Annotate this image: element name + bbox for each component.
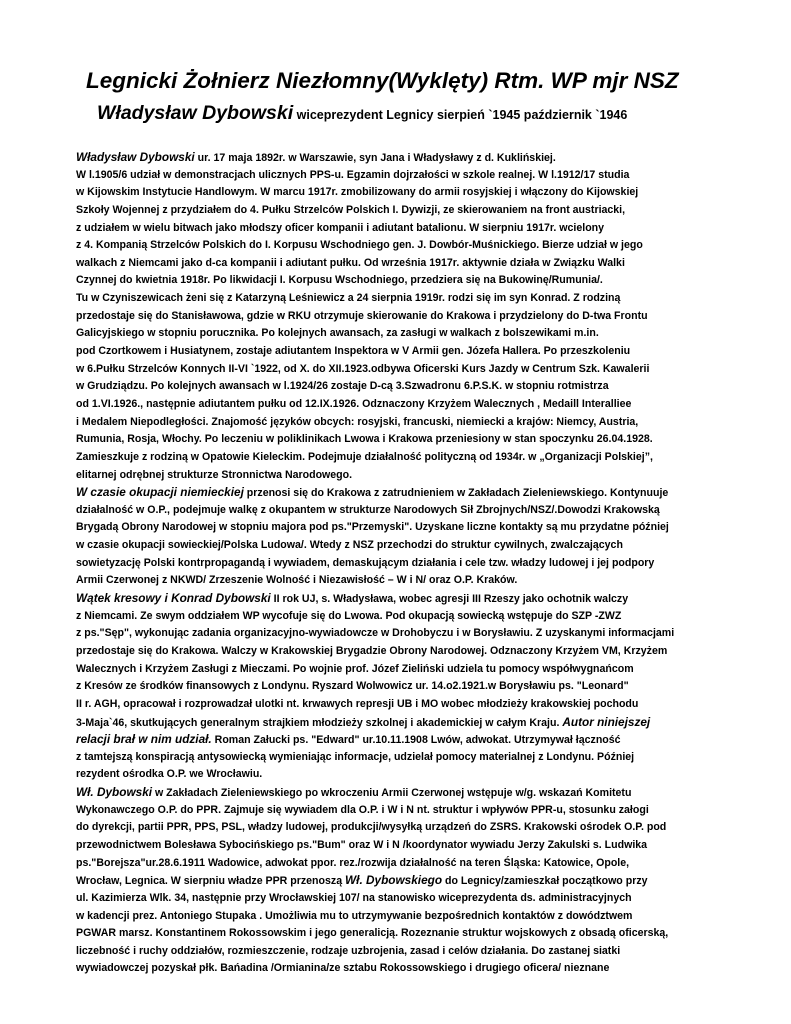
text-run: II r. AGH, opracował i rozprowadzał ulotki nt. krwawych represji UB i MO wobec młodzieży krakowskiej pochodu [76,697,639,710]
text-line [76,925,776,943]
text-line [76,272,776,290]
text-run: rezydent ośrodka O.P. we Wrocławiu. [76,768,263,781]
text-run: ul. Kazimierza Wlk. 34, następnie przy Wrocławskiej 107/ na stanowisko wiceprezydenta ds. administracyjnych [76,891,632,904]
text-run: walkach z Niemcami jako d-ca kompanii i adiutant pułku. Od września 1917r. aktywnie działa w Związku Walki [76,256,625,269]
text-run: Wykonawczego O.P. do PPR. Zajmuje się wywiadem dla O.P. i W i N nt. struktur i wpływów PPR-u, stosunku załogi [76,803,649,816]
text-run: z ps."Sęp", wykonując zadania organizacyjno-wywiadowcze w Drohobyczu i w Borysławiu. Z uzyskanymi informacjami [76,627,675,640]
text-line [76,290,776,308]
text-run: W l.1905/6 udział w demonstracjach ulicznych PPS-u. Egzamin dojrzałości w szkole realnej. W l.1912/17 studia [76,168,630,181]
text-run: Wrocław, Legnica. W sierpniu władze PPR przenoszą [76,875,346,888]
text-line [76,149,776,167]
document-subtitle [97,100,627,128]
text-run: działalność w O.P., podejmuje walkę z okupantem w strukturze Narodowych Sił Zbrojnych/NSZ/.Dowodzi Krakowską [76,503,660,516]
text-line [76,661,776,679]
text-run: z 4. Kompanią Strzelców Polskich do I. Korpusu Wschodniego gen. J. Dowbór-Muśnickiego. Bierze udział w jego [76,239,643,252]
text-run: do dyrekcji, partii PPR, PPS, PSL, władzy ludowej, produkcji/wysyłką urządzeń do ZSRS. Krakowski ośrodek O.P. pod [76,821,667,834]
document-body [76,149,776,978]
text-line [76,467,776,485]
text-run: Roman Załucki ps. "Edward" ur.10.11.1908 Lwów, adwokat. Utrzymywał łączność [211,734,621,747]
text-run: Rumunia, Rosja, Włochy. Po leczeniu w poliklinikach Lwowa i Krakowa przeniesiony w stan spoczynku 26.04.1928. [76,433,653,446]
text-run: w Zakładach Zieleniewskiego po wkroczeniu Armii Czerwonej wstępuje w/g. wskazań Komitetu [152,787,632,800]
text-run: w Grudziądzu. Po kolejnych awansach w l.1924/26 zostaje D-cą 3.Szwadronu 6.P.S.K. w stopniu rotmistrza [76,380,609,393]
text-run: przenosi się do Krakowa z zatrudnieniem w Zakładach Zieleniewskiego. Kontynuuje [243,487,669,500]
text-line [76,184,776,202]
text-run: II rok UJ, s. Władysława, wobec agresji III Rzeszy jako ochotnik walczy [270,593,629,606]
text-run: 3-Maja`46, skutkujących generalnym strajkiem młodzieży szkolnej i akademickiej w całym Kraju. [76,716,563,729]
text-line [76,837,776,855]
text-line [76,908,776,926]
document-title: Legnicki Żołnierz Niezłomny(Wyklęty) Rtm. WP mjr NSZ [86,68,679,93]
text-run: wywiadowczej pozyskał płk. Bańadina /Ormianina/ze sztabu Rokossowskiego i drugiego oficera/ nieznane [76,962,610,975]
text-run: i Medalem Niepodległości. Znajomość języków obcych: rosyjski, francuski, niemiecki a krajów: Niemcy, Austria, [76,415,639,428]
text-line [76,396,776,414]
text-run: Szkoły Wojennej z przydziałem do 4. Pułku Strzelców Polskich I. Dywizji, ze skierowaniem na front austriacki, [76,203,626,216]
text-run: liczebność i ruchy oddziałów, rozmieszczenie, rodzaje uzbrojenia, zasad i celów działania. Do zastanej siatki [76,944,621,957]
text-line [76,960,776,978]
emphasis-text: Wątek kresowy i Konrad Dybowski [76,591,271,606]
text-run: PGWAR marsz. Konstantinem Rokossowskim i jego generalicją. Rozeznanie struktur wojskowych z obsadą oficerską, [76,927,669,940]
text-run: z udziałem w wielu bitwach jako młodszy oficer kompanii i adiutant batalionu. W sierpniu 1917r. wcielony [76,221,605,234]
text-line [76,343,776,361]
text-line [76,167,776,185]
text-run: pod Czortkowem i Husiatynem, zostaje adiutantem Inspektora w V Armii gen. Józefa Hallera. Po przeszkoleniu [76,345,631,358]
text-run: z Kresów ze środków finansowych z Londynu. Ryszard Wolwowicz ur. 14.o2.1921.w Borysławiu ps. "Leonard" [76,680,629,693]
text-line [76,802,776,820]
text-line [76,872,776,890]
text-run: Walecznych i Krzyżem Zasługi z Mieczami. Po wojnie prof. Józef Zieliński udziela tu pomocy współwygnańcom [76,662,634,675]
text-run: elitarnej odrębnej strukturze Stronnictwa Narodowego. [76,468,353,481]
text-line [76,325,776,343]
text-line [76,890,776,908]
text-line [76,202,776,220]
text-line [76,731,776,749]
subtitle-role-dates: wiceprezydent Legnicy sierpień `1945 październik `1946 [293,108,628,122]
text-run: w czasie okupacji sowieckiej/Polska Ludowa/. Wtedy z NSZ przechodzi do struktur cywilnych, zwalczających [76,539,623,552]
text-line [76,414,776,432]
text-line [76,431,776,449]
text-line [76,502,776,520]
emphasis-text: Władysław Dybowski [76,150,195,164]
text-line [76,749,776,767]
text-run: z tamtejszą konspiracją antysowiecką wymieniając informacje, udzielał pomocy materialnej z Londynu. Później [76,750,635,763]
text-line [76,255,776,273]
text-line [76,766,776,784]
text-line [76,943,776,961]
text-line [76,378,776,396]
text-line [76,361,776,379]
text-run: Armii Czerwonej z NKWD/ Zrzeszenie Wolność i Niezawisłość – W i N/ oraz O.P. Kraków. [76,574,518,587]
text-line [76,220,776,238]
text-run: w Kijowskim Instytucie Handlowym. W marcu 1917r. zmobilizowany do armii rosyjskiej i włączony do Kijowskiej [76,186,639,199]
text-run: sowietyzację Polski kontrpropagandą i wywiadem, demaskującym działania i cele tzw. władzy ludowej i jej podpory [76,556,655,569]
text-run: do Legnicy/zamieszkał początkowo przy [442,875,648,888]
text-run: Tu w Czyniszewicach żeni się z Katarzyną Leśniewicz a 24 sierpnia 1919r. rodzi się im syn Konrad. Z rodziną [76,292,621,305]
emphasis-text: Wł. Dybowski [76,785,153,800]
text-line [76,678,776,696]
text-run: ps."Borejsza"ur.28.6.1911 Wadowice, adwokat ppor. rez./rozwija działalność na teren Śląska: Katowice, Opole, [76,856,630,869]
emphasis-text: Wł. Dybowskiego [345,873,443,888]
text-line [76,819,776,837]
text-line [76,484,776,502]
emphasis-text: Autor niniejszej [562,714,651,729]
text-line [76,555,776,573]
text-line [76,625,776,643]
text-line [76,449,776,467]
text-run: przewodnictwem Bolesława Sybocińskiego ps."Bum" oraz W i N /koordynator wywiadu Jerzy Zakulski s. Ludwika [76,838,648,851]
text-line [76,714,776,732]
emphasis-text: relacji brał w nim udział. [76,732,212,747]
text-run: przedostaje się do Stanisławowa, gdzie w RKU otrzymuje skierowanie do Krakowa i przydzielony do D-twa Frontu [76,309,648,322]
text-line [76,537,776,555]
text-run: Zamieszkuje z rodziną w Opatowie Kieleckim. Podejmuje działalność polityczną od 1934r. w „Organizacji Polskiej”, [76,450,653,463]
text-line [76,308,776,326]
text-line [76,572,776,590]
text-run: w 6.Pułku Strzelców Konnych II-VI `1922, od X. do XII.1923.odbywa Oficerski Kurs Jazdy w Centrum Szk. Kawalerii [76,362,650,375]
text-line [76,784,776,802]
text-run: od 1.VI.1926., następnie adiutantem pułku od 12.IX.1926. Odznaczony Krzyżem Walecznych , Medaill Interalliee [76,397,632,410]
text-run: przedostaje się do Krakowa. Walczy w Krakowskiej Brygadzie Obrony Narodowej. Odznaczony Krzyżem VM, Krzyżem [76,644,668,657]
text-line [76,237,776,255]
emphasis-text: W czasie okupacji niemieckiej [76,485,244,500]
text-line [76,608,776,626]
text-line [76,519,776,537]
text-run: Galicyjskiego w stopniu porucznika. Po kolejnych awansach, za zasługi w walkach z bolszewikami m.in. [76,327,599,340]
text-run: Czynnej do kwietnia 1918r. Po likwidacji I. Korpusu Wschodniego, przedziera się na Bukowinę/Rumunia/. [76,274,603,287]
text-line [76,696,776,714]
text-run: ur. 17 maja 1892r. w Warszawie, syn Jana i Władysławy z d. Kuklińskiej. [194,152,556,164]
text-line [76,855,776,873]
text-line [76,590,776,608]
text-run: Brygadą Obrony Narodowej w stopniu majora pod ps."Przemyski". Uzyskane liczne kontakty są mu przydatne później [76,521,669,534]
text-line [76,643,776,661]
text-run: z Niemcami. Ze swym oddziałem WP wycofuje się do Lwowa. Pod okupacją sowiecką wstępuje do SZP -ZWZ [76,609,622,622]
text-run: w kadencji prez. Antoniego Stupaka . Umożliwia mu to utrzymywanie bezpośrednich kontaktów z dowództwem [76,909,633,922]
subtitle-person-name: Władysław Dybowski [97,102,294,124]
